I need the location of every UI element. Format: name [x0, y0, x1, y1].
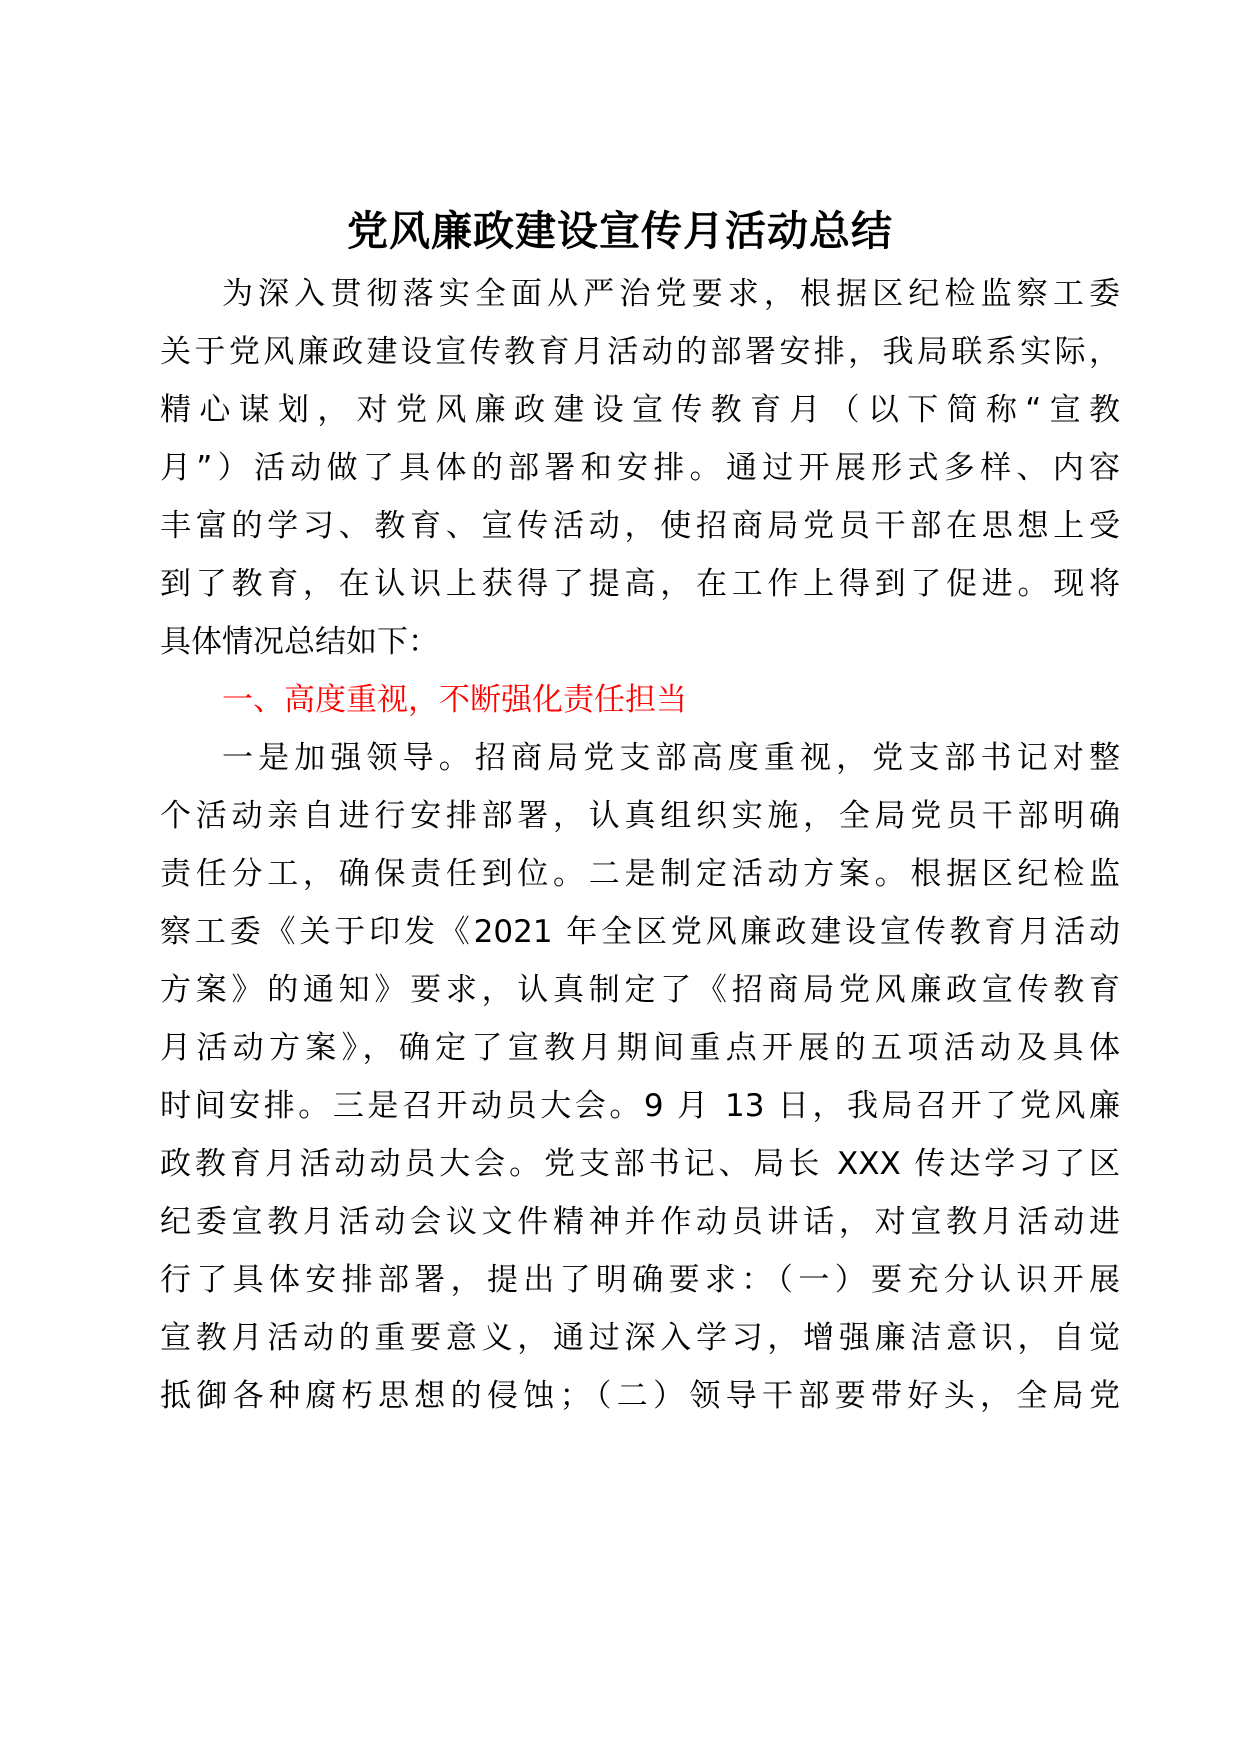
paragraph-line: 抵御各种腐朽思想的侵蚀；（二）领导干部要带好头，全局党 [160, 1378, 1120, 1414]
paragraph-line: 月活动方案》，确定了宣教月期间重点开展的五项活动及具体 [160, 1030, 1120, 1066]
paragraph-line: 责任分工，确保责任到位。二是制定活动方案。根据区纪检监 [160, 856, 1120, 892]
paragraph-line: 政教育月活动动员大会。党支部书记、局长 XXX 传达学习了区 [160, 1146, 1120, 1182]
paragraph-line: 方案》的通知》要求，认真制定了《招商局党风廉政宣传教育 [160, 972, 1120, 1008]
paragraph-line: 具体情况总结如下： [160, 624, 439, 660]
paragraph-line: 个活动亲自进行安排部署，认真组织实施，全局党员干部明确 [160, 798, 1120, 834]
paragraph-line: 丰富的学习、教育、宣传活动，使招商局党员干部在思想上受 [160, 508, 1120, 544]
paragraph-line: 关于党风廉政建设宣传教育月活动的部署安排，我局联系实际， [160, 334, 1120, 370]
paragraph-line: 察工委《关于印发《2021 年全区党风廉政建设宣传教育月活动 [160, 914, 1120, 950]
paragraph-line: 纪委宣教月活动会议文件精神并作动员讲话，对宣教月活动进 [160, 1204, 1120, 1240]
paragraph-line: 精心谋划，对党风廉政建设宣传教育月（以下简称“宣教 [160, 392, 1120, 428]
paragraph-line: 月”）活动做了具体的部署和安排。通过开展形式多样、内容 [160, 450, 1120, 486]
paragraph-line: 到了教育，在认识上获得了提高，在工作上得到了促进。现将 [160, 566, 1120, 602]
section-heading: 一、高度重视，不断强化责任担当 [222, 682, 687, 718]
paragraph-line: 时间安排。三是召开动员大会。9 月 13 日，我局召开了党风廉 [160, 1088, 1120, 1124]
document-title: 党风廉政建设宣传月活动总结 [347, 207, 893, 255]
paragraph-line: 为深入贯彻落实全面从严治党要求，根据区纪检监察工委 [222, 276, 1120, 312]
paragraph-line: 宣教月活动的重要意义，通过深入学习，增强廉洁意识，自觉 [160, 1320, 1120, 1356]
paragraph-line: 行了具体安排部署，提出了明确要求：（一）要充分认识开展 [160, 1262, 1120, 1298]
paragraph-line: 一是加强领导。招商局党支部高度重视，党支部书记对整 [222, 740, 1120, 776]
